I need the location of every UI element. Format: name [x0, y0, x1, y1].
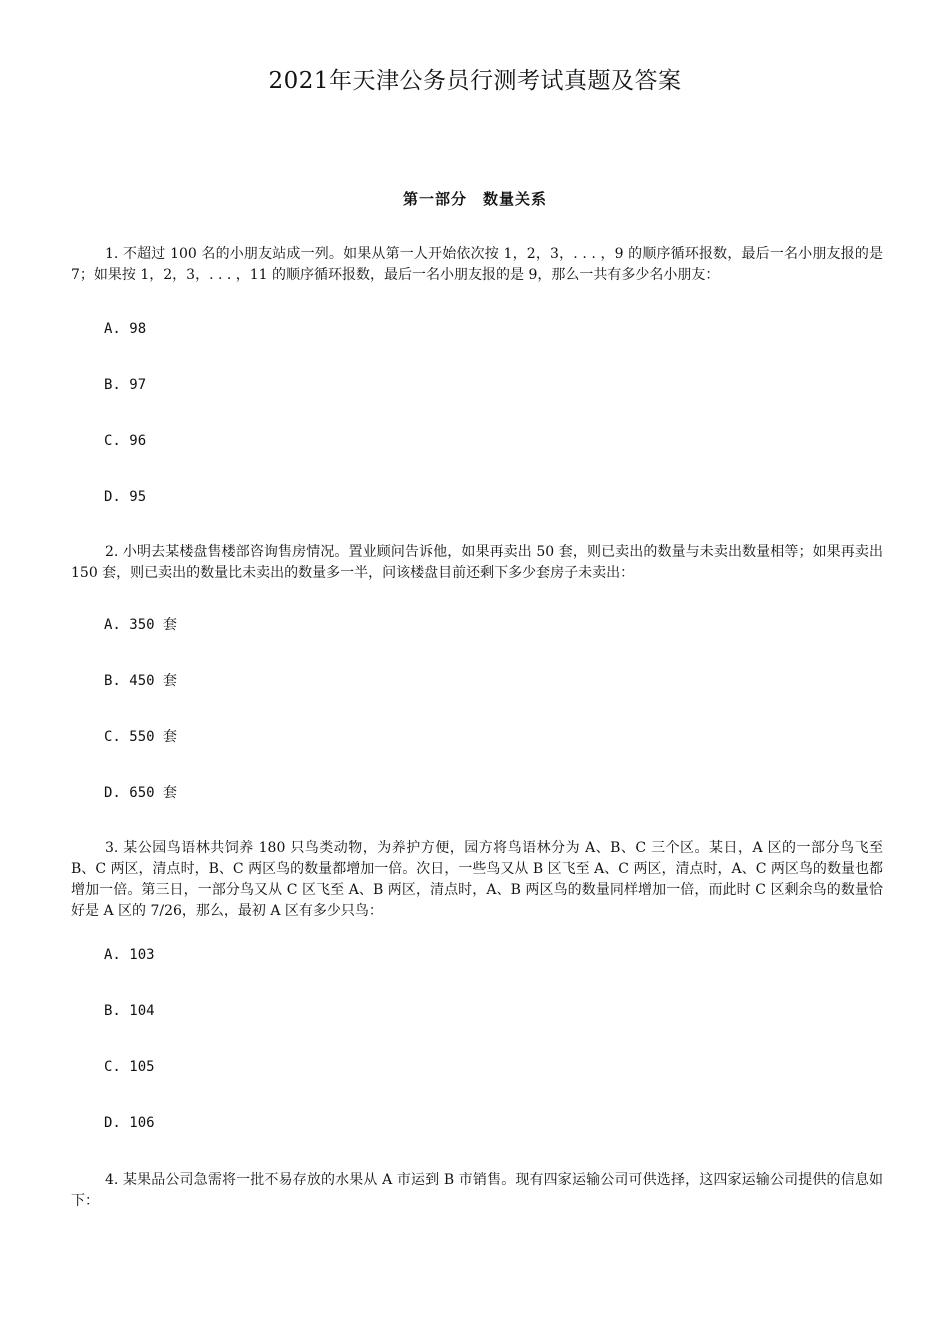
question-3-option-b: B. 104	[104, 1003, 155, 1019]
question-4-text: 4. 某果品公司急需将一批不易存放的水果从 A 市运到 B 市销售。现有四家运输公司可供选择，这四家运输公司提供的信息如下：	[71, 1172, 883, 1209]
question-2-option-b: B. 450 套	[104, 673, 178, 689]
question-2-text: 2. 小明去某楼盘售楼部咨询售房情况。置业顾问告诉他，如果再卖出 50 套，则已卖出的数量与未卖出数量相等；如果再卖出 150 套，则已卖出的数量比未卖出的数量多一半，问该楼盘目前还剩下多少套房子未卖出：	[71, 544, 883, 581]
document-title: 2021年天津公务员行测考试真题及答案	[268, 68, 682, 94]
question-1-option-c: C. 96	[104, 433, 147, 449]
question-3-option-a: A. 103	[104, 947, 155, 963]
question-1-text: 1. 不超过 100 名的小朋友站成一列。如果从第一人开始依次按 1，2，3，. . . ，9 的顺序循环报数，最后一名小朋友报的是 7；如果按 1，2，3，. . . ，11 的顺序循环报数，最后一名小朋友报的是 9，那么一共有多少名小朋友：	[71, 246, 883, 283]
question-2-option-c: C. 550 套	[104, 729, 178, 745]
question-3-option-c: C. 105	[104, 1059, 155, 1075]
question-3-text: 3. 某公园鸟语林共饲养 180 只鸟类动物，为养护方便，园方将鸟语林分为 A、B、C 三个区。某日，A 区的一部分鸟飞至 B、C 两区，清点时，B、C 两区鸟的数量都增加一倍。次日，一些鸟又从 B 区飞至 A、C 两区，清点时，A、C 两区鸟的数量也都增加一倍。第三日，一部分鸟又从 C 区飞至 A、B 两区，清点时，A、B 两区鸟的数量同样增加一倍，而此时 C 区剩余鸟的数量恰好是 A 区的 7/26，那么，最初 A 区有多少只鸟：	[71, 840, 883, 919]
question-3-option-d: D. 106	[104, 1115, 155, 1131]
question-1-option-d: D. 95	[104, 489, 147, 505]
section-heading: 第一部分 数量关系	[402, 190, 547, 208]
question-1-option-a: A. 98	[104, 321, 147, 337]
question-2-option-a: A. 350 套	[104, 617, 178, 633]
question-2-option-d: D. 650 套	[104, 785, 178, 801]
question-1-option-b: B. 97	[104, 377, 147, 393]
